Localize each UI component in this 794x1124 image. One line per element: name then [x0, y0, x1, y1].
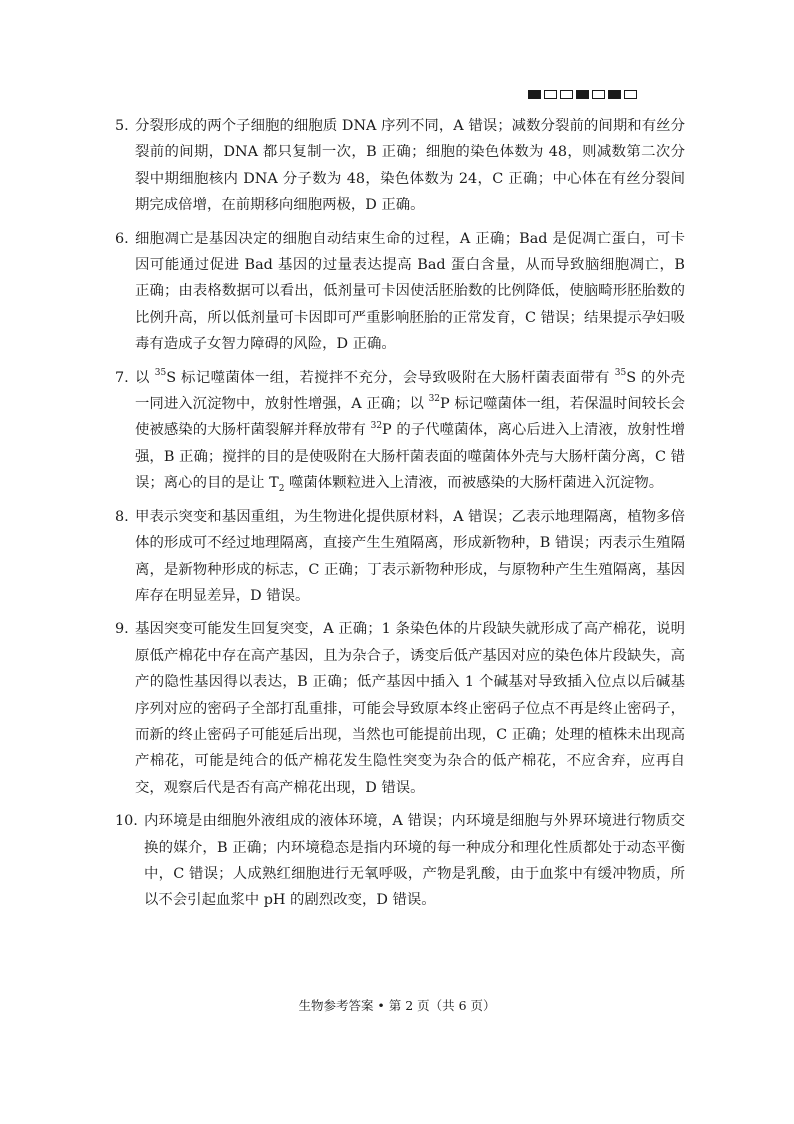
- text-run: S 的外壳一同进入沉淀物中，放射性增强，A 正确；以: [135, 369, 686, 413]
- item-text: [135, 367, 686, 495]
- header-mark: [624, 90, 637, 99]
- header-mark: [608, 90, 621, 99]
- item-number: 10.: [115, 813, 138, 830]
- subscript: 2: [278, 484, 285, 495]
- header-marks: [528, 90, 637, 99]
- text-run: P 的子代噬菌体，离心后进入上清液，放射性增强，B 正确；搅拌的目的是使吸附在大肠杆菌表面的噬菌体外壳与大肠杆菌分离，C 错误；离心的目的是让 T: [135, 422, 686, 492]
- superscript: 35: [614, 367, 627, 378]
- answer-item-6: [115, 226, 685, 358]
- header-mark: [528, 90, 541, 99]
- page-footer: 生物参考答案 • 第 2 页（共 6 页）: [298, 998, 496, 1013]
- item-number: 9.: [115, 621, 129, 638]
- item-text: 分裂形成的两个子细胞的细胞质 DNA 序列不同，A 错误；减数分裂前的间期和有丝分裂前的间期，DNA 都只复制一次，B 正确；细胞的染色体数为 48，则减数第二次分裂中期细胞核内 DNA 分子数为 48，染色体数为 24，C 正确；中心体在有丝分裂间期完成倍增，在前期移向细胞两极，D 正确。: [135, 118, 685, 214]
- answer-item-9: [115, 616, 685, 801]
- item-text: 甲表示突变和基因重组，为生物进化提供原材料，A 错误；乙表示地理隔离，植物多倍体的形成可不经过地理隔离，直接产生生殖隔离，形成新物种，B 错误；丙表示生殖隔离，是新物种形成的标志，C 正确；丁表示新物种形成，与原物种产生生殖隔离，基因库存在明显差异，D 错误。: [135, 508, 685, 604]
- item-number: 5.: [115, 118, 129, 134]
- answer-item-8: [115, 504, 685, 610]
- answer-item-7: [115, 365, 685, 497]
- item-number: 7.: [115, 369, 129, 386]
- header-mark: [576, 90, 589, 99]
- answer-item-10: [115, 808, 685, 914]
- item-text: 内环境是由细胞外液组成的液体环境，A 错误；内环境是细胞与外界环境进行物质交换的媒介，B 正确；内环境稳态是指内环境的每一种成分和理化性质都处于动态平衡中，C 错误；人成熟红细胞进行无氧呼吸，产物是乳酸，由于血浆中有缓冲物质，所以不会引起血浆中 pH 的剧烈改变，D 错误。: [144, 813, 685, 909]
- answer-item-5: [115, 113, 685, 219]
- text-run: S 标记噬菌体一组，若搅拌不充分，会导致吸附在大肠杆菌表面带有: [166, 369, 615, 386]
- superscript: 35: [154, 367, 167, 378]
- header-mark: [544, 90, 557, 99]
- item-number: 8.: [115, 508, 129, 525]
- item-text: 细胞凋亡是基因决定的细胞自动结束生命的过程，A 正确；Bad 是促凋亡蛋白，可卡因可能通过促进 Bad 基因的过量表达提高 Bad 蛋白含量，从而导致脑细胞凋亡，B 正确；由表格数据可以看出，低剂量可卡因使活胚胎数的比例降低，使脑畸形胚胎数的比例升高，所以低剂量可卡因即可严重影响胚胎的正常发育，C 错误；结果提示孕妇吸毒有造成子女智力障碍的风险，D 正确。: [135, 230, 685, 353]
- superscript: 32: [370, 420, 383, 431]
- text-run: 以: [135, 369, 155, 386]
- header-mark: [560, 90, 573, 99]
- text-run: 噬菌体颗粒进入上清液，而被感染的大肠杆菌进入沉淀物。: [284, 475, 664, 492]
- item-text: 基因突变可能发生回复突变，A 正确；1 条染色体的片段缺失就形成了高产棉花，说明原低产棉花中存在高产基因，且为杂合子，诱变后低产基因对应的染色体片段缺失，高产的隐性基因得以表达，B 正确；低产基因中插入 1 个碱基对导致插入位点以后碱基序列对应的密码子全部打乱重排，可能会导致原本终止密码子位点不再是终止密码子，而新的终止密码子可能延后出现，当然也可能提前出现，C 正确；处理的植株未出现高产棉花，可能是纯合的低产棉花发生隐性突变为杂合的低产棉花，不应舍弃，应再自交，观察后代是否有高产棉花出现，D 错误。: [135, 621, 685, 796]
- superscript: 32: [428, 394, 441, 405]
- header-mark: [592, 90, 605, 99]
- text-run: P 标记噬菌体一组，若保温时间较长会使被感染的大肠杆菌裂解并释放带有: [135, 396, 685, 439]
- item-number: 6.: [115, 230, 129, 247]
- answer-list: [115, 113, 685, 921]
